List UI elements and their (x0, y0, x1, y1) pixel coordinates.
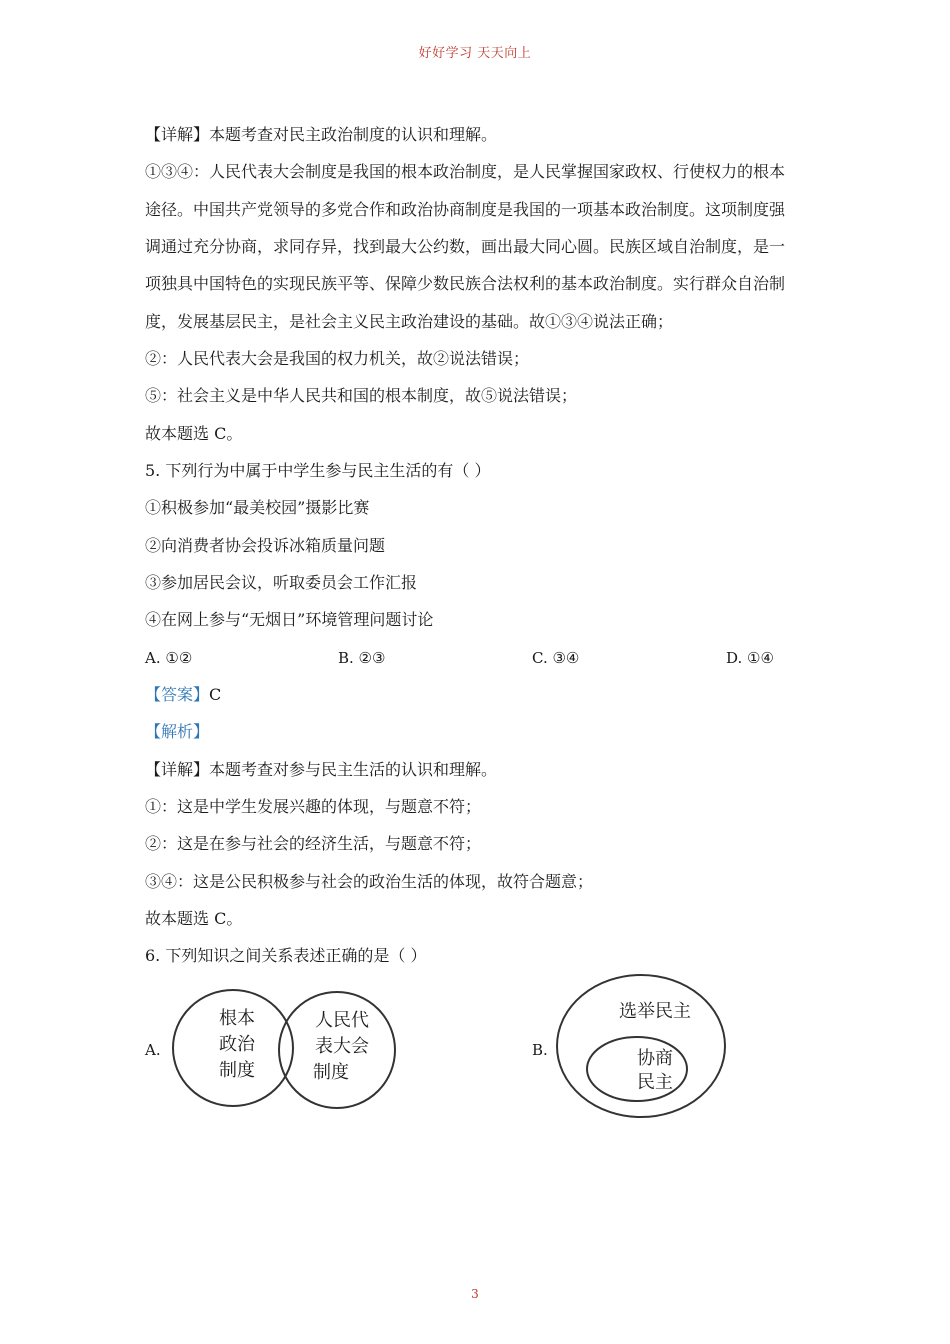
q4-explanation-line: ①③④：人民代表大会制度是我国的根本政治制度，是人民掌握国家政权、行使权力的根本 (145, 162, 786, 181)
outer-label: 选举民主 (619, 1001, 691, 1022)
q5-explanation-line: ②：这是在参与社会的经济生活，与题意不符； (145, 834, 482, 853)
inner-label-line: 协商 (637, 1048, 673, 1069)
q6-option-a-diagram (170, 988, 400, 1116)
detail-tag: 【详解】 (145, 125, 210, 144)
q4-detail-heading (145, 125, 497, 145)
q5-option-a: A. ①② (145, 649, 193, 667)
right-circle-line: 制度 (313, 1062, 349, 1083)
q4-explanation-line: ②：人民代表大会是我国的权力机关，故②说法错误； (145, 349, 530, 368)
q5-item: ①积极参加“最美校园”摄影比赛 (145, 498, 370, 517)
inner-label-line: 民主 (637, 1072, 673, 1093)
q5-item: ④在网上参与“无烟日”环境管理问题讨论 (145, 610, 434, 629)
q5-explanation-line: ①：这是中学生发展兴趣的体现，与题意不符； (145, 797, 482, 816)
page-header: 好好学习 天天向上 (418, 46, 532, 61)
left-circle-line: 政治 (219, 1034, 255, 1055)
left-circle-line: 制度 (219, 1060, 255, 1081)
q5-option-b: B. ②③ (338, 649, 386, 667)
q5-conclusion: 故本题选 C。 (145, 909, 243, 928)
q6-option-a-label: A. (145, 1041, 161, 1059)
detail-text: 本题考查对民主政治制度的认识和理解。 (209, 125, 498, 144)
q5-analysis-tag: 【解析】 (145, 722, 210, 741)
q5-item: ③参加居民会议，听取委员会工作汇报 (145, 573, 418, 592)
q4-explanation-line: 项独具中国特色的实现民族平等、保障少数民族合法权利的基本政治制度。实行群众自治制 (145, 274, 786, 293)
q6-option-b-diagram (555, 972, 735, 1126)
detail-tag: 【详解】 (145, 760, 210, 779)
right-circle-line: 人民代 (315, 1010, 369, 1031)
outer-ellipse (557, 975, 725, 1117)
q5-answer (145, 685, 221, 705)
right-circle-line: 表大会 (315, 1036, 369, 1057)
q6-option-b-label: B. (532, 1041, 548, 1059)
q6-stem: 6. 下列知识之间关系表述正确的是（ ） (145, 946, 427, 965)
q4-explanation-line: ⑤：社会主义是中华人民共和国的根本制度，故⑤说法错误； (145, 386, 578, 405)
q4-conclusion: 故本题选 C。 (145, 424, 243, 443)
detail-text: 本题考查对参与民主生活的认识和理解。 (209, 760, 498, 779)
q4-explanation-line: 度，发展基层民主，是社会主义民主政治建设的基础。故①③④说法正确； (145, 312, 674, 331)
q5-explanation-line: ③④：这是公民积极参与社会的政治生活的体现，故符合题意； (145, 872, 594, 891)
q5-stem: 5. 下列行为中属于中学生参与民主生活的有（ ） (145, 461, 491, 480)
answer-value: C (209, 685, 222, 704)
answer-tag: 【答案】 (145, 685, 210, 704)
page-number: 3 (471, 1287, 479, 1301)
q5-item: ②向消费者协会投诉冰箱质量问题 (145, 536, 386, 555)
q4-explanation-line: 途径。中国共产党领导的多党合作和政治协商制度是我国的一项基本政治制度。这项制度强 (145, 200, 786, 219)
q5-option-d: D. ①④ (726, 649, 774, 667)
left-circle-line: 根本 (219, 1008, 255, 1029)
q5-detail-heading (145, 760, 497, 780)
q5-option-c: C. ③④ (532, 649, 580, 667)
q4-explanation-line: 调通过充分协商，求同存异，找到最大公约数，画出最大同心圆。民族区域自治制度，是一 (145, 237, 786, 256)
